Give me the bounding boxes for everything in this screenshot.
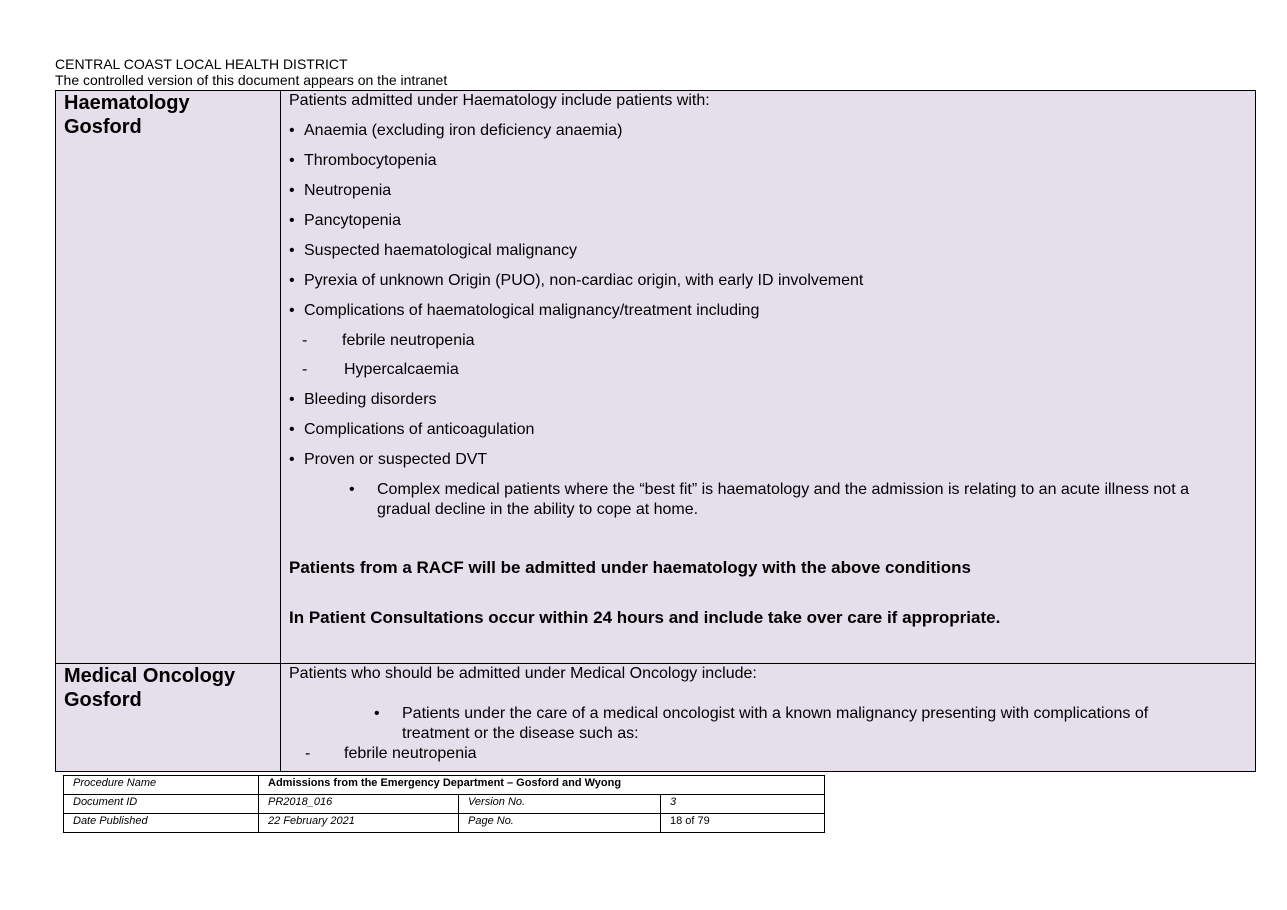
haematology-content: [281, 91, 1255, 628]
haematology-title: Haematology Gosford: [64, 92, 190, 138]
list-item: • Neutropenia: [289, 182, 392, 199]
bullet-icon: •: [289, 302, 295, 319]
footer-row-procedure: [64, 776, 825, 795]
medical-oncology-intro: Patients who should be admitted under Medical Oncology include:: [289, 665, 757, 682]
bullet-icon: •: [289, 421, 295, 438]
org-name: CENTRAL COAST LOCAL HEALTH DISTRICT: [55, 56, 348, 72]
procedure-name-value: Admissions from the Emergency Department – Gosford and Wyong: [259, 776, 825, 795]
list-item: • Complex medical patients where the “best fit” is haematology and the admission is relating to an acute illness not a gradual decline in the ability to cope at home.: [349, 481, 1189, 518]
bullet-icon: •: [349, 481, 355, 498]
bullet-icon: •: [289, 451, 295, 468]
dash-icon: -: [302, 332, 308, 349]
haematology-title-cell: [56, 91, 281, 664]
bullet-icon: •: [289, 122, 295, 139]
footer-row-document: [64, 795, 825, 814]
haematology-row: [56, 91, 1256, 664]
haematology-content-cell: [281, 91, 1256, 664]
medical-oncology-title: Medical Oncology Gosford: [64, 665, 236, 711]
page-number-label: Page No.: [459, 814, 661, 833]
consultation-note: In Patient Consultations occur within 24 hours and include take over care if appropriate.: [289, 608, 1001, 627]
version-value: 3: [661, 795, 825, 814]
page-number-value: 18 of 79: [661, 814, 825, 833]
dash-icon: -: [305, 745, 311, 762]
list-item: • Complications of anticoagulation: [289, 421, 535, 438]
bullet-icon: •: [289, 212, 295, 229]
procedure-name-label: Procedure Name: [64, 776, 259, 795]
controlled-version-note: The controlled version of this document appears on the intranet: [55, 72, 448, 88]
dash-icon: -: [302, 361, 308, 378]
bullet-icon: •: [289, 391, 295, 408]
medical-oncology-content: [281, 664, 1255, 764]
sub-list-item: - febrile neutropenia: [302, 332, 475, 349]
bullet-icon: •: [374, 705, 380, 722]
document-footer-table: [63, 775, 825, 833]
list-item: • Suspected haematological malignancy: [289, 242, 578, 259]
document-header: [55, 56, 447, 88]
haematology-intro: Patients admitted under Haematology include patients with:: [289, 92, 710, 109]
list-item: • Complications of haematological malignancy/treatment including: [289, 302, 760, 319]
racf-note: Patients from a RACF will be admitted under haematology with the above conditions: [289, 558, 971, 577]
admission-criteria-table: [55, 90, 1256, 772]
version-label: Version No.: [459, 795, 661, 814]
document-id-value: PR2018_016: [259, 795, 459, 814]
sub-list-item: - febrile neutropenia: [305, 745, 477, 762]
medical-oncology-title-cell: [56, 664, 281, 772]
list-item: • Thrombocytopenia: [289, 152, 437, 169]
list-item: • Anaemia (excluding iron deficiency anaemia): [289, 122, 623, 139]
footer-row-date: [64, 814, 825, 833]
bullet-icon: •: [289, 182, 295, 199]
bullet-icon: •: [289, 272, 295, 289]
haematology-bullet-list-2: [289, 390, 1255, 470]
date-published-value: 22 February 2021: [259, 814, 459, 833]
list-item: • Patients under the care of a medical oncologist with a known malignancy presenting with complications of treatment or the disease such as:: [374, 705, 1149, 742]
date-published-label: Date Published: [64, 814, 259, 833]
medical-oncology-content-cell: [281, 664, 1256, 772]
sub-list-item: - Hypercalcaemia: [302, 361, 459, 378]
bullet-icon: •: [289, 152, 295, 169]
medical-oncology-row: [56, 664, 1256, 772]
list-item: • Pancytopenia: [289, 212, 401, 229]
haematology-bullet-list: [289, 121, 1255, 321]
list-item: • Proven or suspected DVT: [289, 451, 488, 468]
list-item: • Bleeding disorders: [289, 391, 437, 408]
bullet-icon: •: [289, 242, 295, 259]
list-item: • Pyrexia of unknown Origin (PUO), non-cardiac origin, with early ID involvement: [289, 272, 864, 289]
document-id-label: Document ID: [64, 795, 259, 814]
